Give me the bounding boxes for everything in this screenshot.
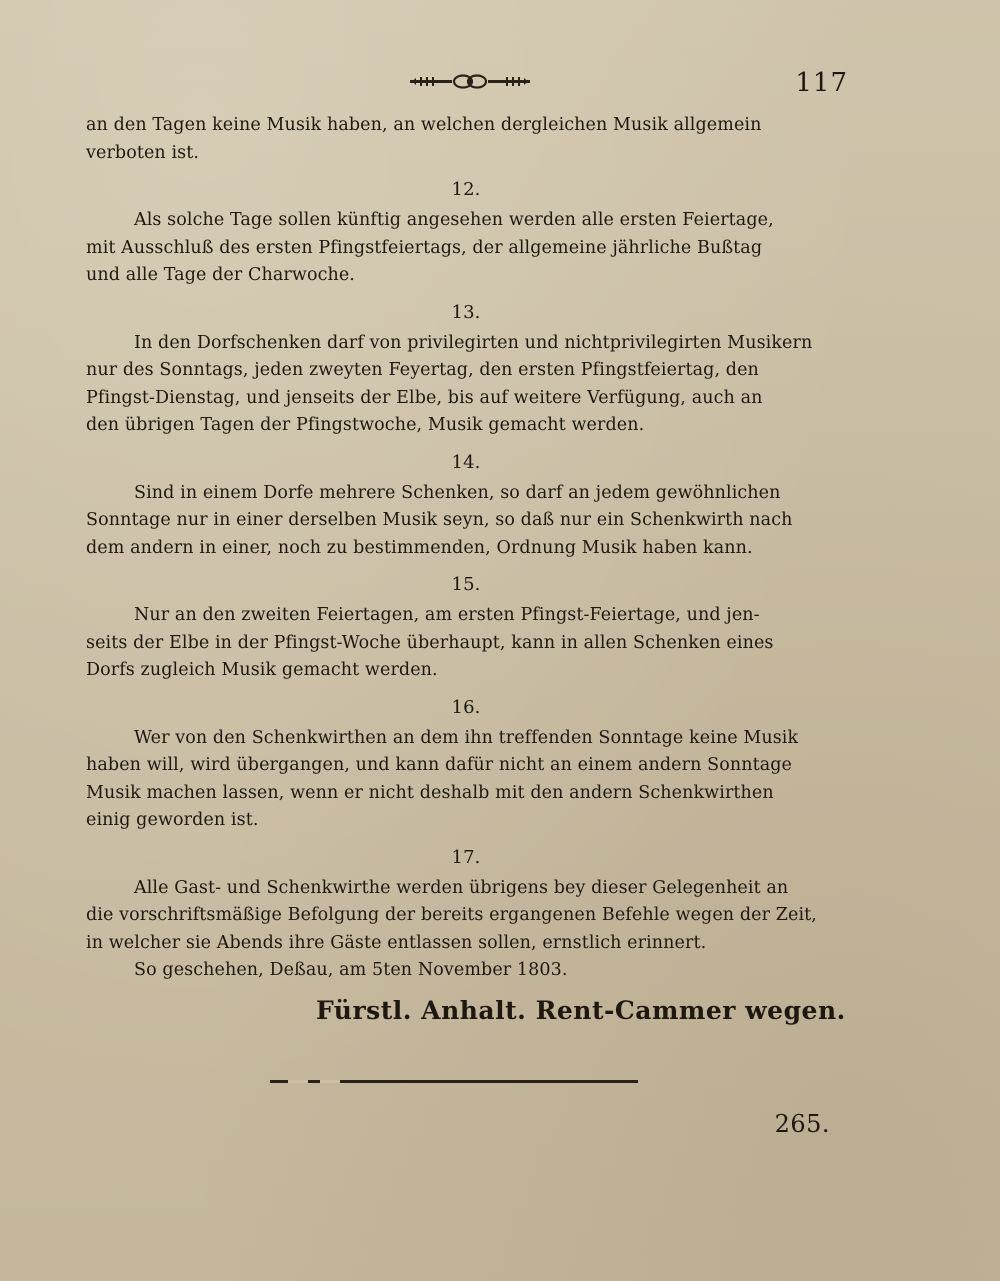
section-paragraph: Alle Gast- und Schenkwirthe werden übrigens bey dieser Gelegenheit an die vorschriftsmäßige Befolgung der bereits ergangenen Befehle wegen der Zeit, in welcher sie Abends ihre Gäste entlassen sollen, ernstlich erinnert. [86,877,817,953]
document-body [86,112,846,1031]
section-paragraph: Wer von den Schenkwirthen an dem ihn treffenden Sonntage keine Musik haben will, wird übergangen, und kann dafür nicht an einem andern Sonntage Musik machen lassen, wenn er nicht deshalb mit den andern Schenkwirthen einig geworden ist. [86,727,799,830]
section-paragraph: Nur an den zweiten Feiertagen, am ersten Pfingst-Feiertage, und jen- seits der Elbe in der Pfingst-Woche überhaupt, kann in allen Schenken eines Dorfs zugleich Musik gemacht werden. [86,605,774,680]
page-number: 117 [795,68,848,98]
section-paragraph: In den Dorfschenken darf von privilegirten und nichtprivilegirten Musikern nur des Sonntags, jeden zweyten Feyertag, den ersten Pfingstfeiertag, den Pfingst-Dienstag, und jenseits der Elbe, bis auf weitere Verfügung, auch an den übrigen Tagen der Pfingstwoche, Musik gemacht werden. [86,332,813,435]
closing-rule [270,1080,638,1083]
section-number: 12. [451,179,481,200]
section-paragraph: Sind in einem Dorfe mehrere Schenken, so darf an jedem gewöhnlichen Sonntage nur in einer derselben Musik seyn, so daß nur ein Schenkwirth nach dem andern in einer, noch zu bestimmenden, Ordnung Musik haben kann. [86,482,793,558]
section-number: 16. [451,696,481,718]
printer-signature-mark: 265. [774,1110,830,1138]
section-paragraph: Als solche Tage sollen künftig angesehen werden alle ersten Feiertage, mit Ausschluß des ersten Pfingstfeiertags, der allgemeine jährliche Bußtag und alle Tage der Charwoche. [86,210,774,285]
section-number: 15. [451,574,481,595]
section-number: 17. [451,846,481,868]
closing-date-line: So geschehen, Deßau, am 5ten November 1803. [134,960,568,980]
intro-paragraph: an den Tagen keine Musik haben, an welchen dergleichen Musik allgemein verboten ist. [86,115,762,163]
signature-line: Fürstl. Anhalt. Rent-Cammer wegen. [316,995,846,1025]
section-number: 13. [451,301,481,323]
section-number: 14. [451,451,481,473]
header-ornament-icon [410,72,530,90]
